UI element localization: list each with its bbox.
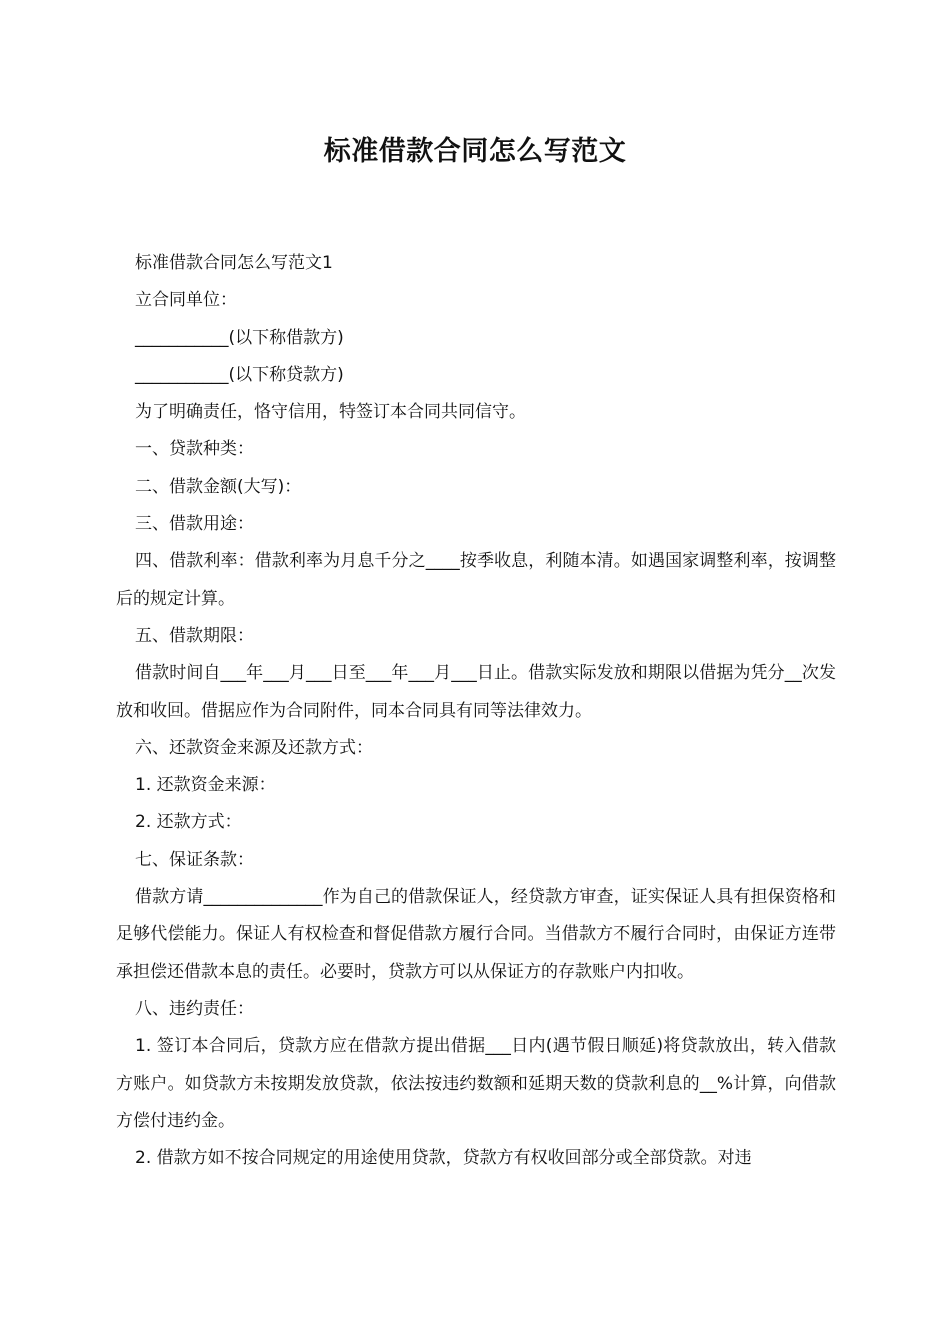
paragraph-liability-1: 1. 签订本合同后，贷款方应在借款方提出借据___日内(遇节假日顺延)将贷款放出，转入借款方账户。如贷款方未按期发放贷款，依法按违约数额和延期天数的贷款利息的__%计算，向借款方偿付违约金。 bbox=[116, 1036, 836, 1131]
paragraph-lender: ___________(以下称贷款方) bbox=[135, 364, 344, 385]
paragraph-repayment: 六、还款资金来源及还款方式： bbox=[135, 737, 373, 758]
paragraph-borrower: ___________(以下称借款方) bbox=[135, 327, 344, 348]
paragraph-term-detail: 借款时间自___年___月___日至___年___月___日止。借款实际发放和期限以借据为凭分__次发放和收回。借据应作为合同附件，同本合同具有同等法律效力。 bbox=[116, 663, 836, 721]
paragraph-heading: 标准借款合同怎么写范文1 bbox=[135, 253, 333, 273]
paragraph-liability: 八、违约责任： bbox=[135, 998, 254, 1019]
paragraph-loan-use: 三、借款用途： bbox=[135, 514, 254, 535]
paragraph-loan-type: 一、贷款种类： bbox=[135, 439, 254, 460]
paragraph-repayment-method: 2. 还款方式： bbox=[135, 812, 242, 833]
paragraph-guarantee: 七、保证条款： bbox=[135, 849, 254, 870]
paragraph-repayment-source: 1. 还款资金来源： bbox=[135, 775, 276, 796]
paragraph-parties-label: 立合同单位： bbox=[135, 290, 237, 311]
paragraph-liability-2: 2. 借款方如不按合同规定的用途使用贷款，贷款方有权收回部分或全部贷款。对违 bbox=[135, 1148, 752, 1169]
paragraph-interest-rate: 四、借款利率：借款利率为月息千分之____按季收息，利随本清。如遇国家调整利率，按调整后的规定计算。 bbox=[116, 551, 836, 609]
document-title: 标准借款合同怎么写范文 bbox=[323, 136, 627, 167]
paragraph-guarantee-detail: 借款方请______________作为自己的借款保证人，经贷款方审查，证实保证人具有担保资格和足够代偿能力。保证人有权检查和督促借款方履行合同。当借款方不履行合同时，由保证方连带承担偿还借款本息的责任。必要时，贷款方可以从保证方的存款账户内扣收。 bbox=[116, 887, 836, 982]
paragraph-loan-amount: 二、借款金额(大写)： bbox=[135, 476, 302, 497]
document-body bbox=[116, 245, 836, 1177]
paragraph-loan-term: 五、借款期限： bbox=[135, 625, 254, 646]
paragraph-purpose-statement: 为了明确责任，恪守信用，特签订本合同共同信守。 bbox=[135, 402, 526, 423]
